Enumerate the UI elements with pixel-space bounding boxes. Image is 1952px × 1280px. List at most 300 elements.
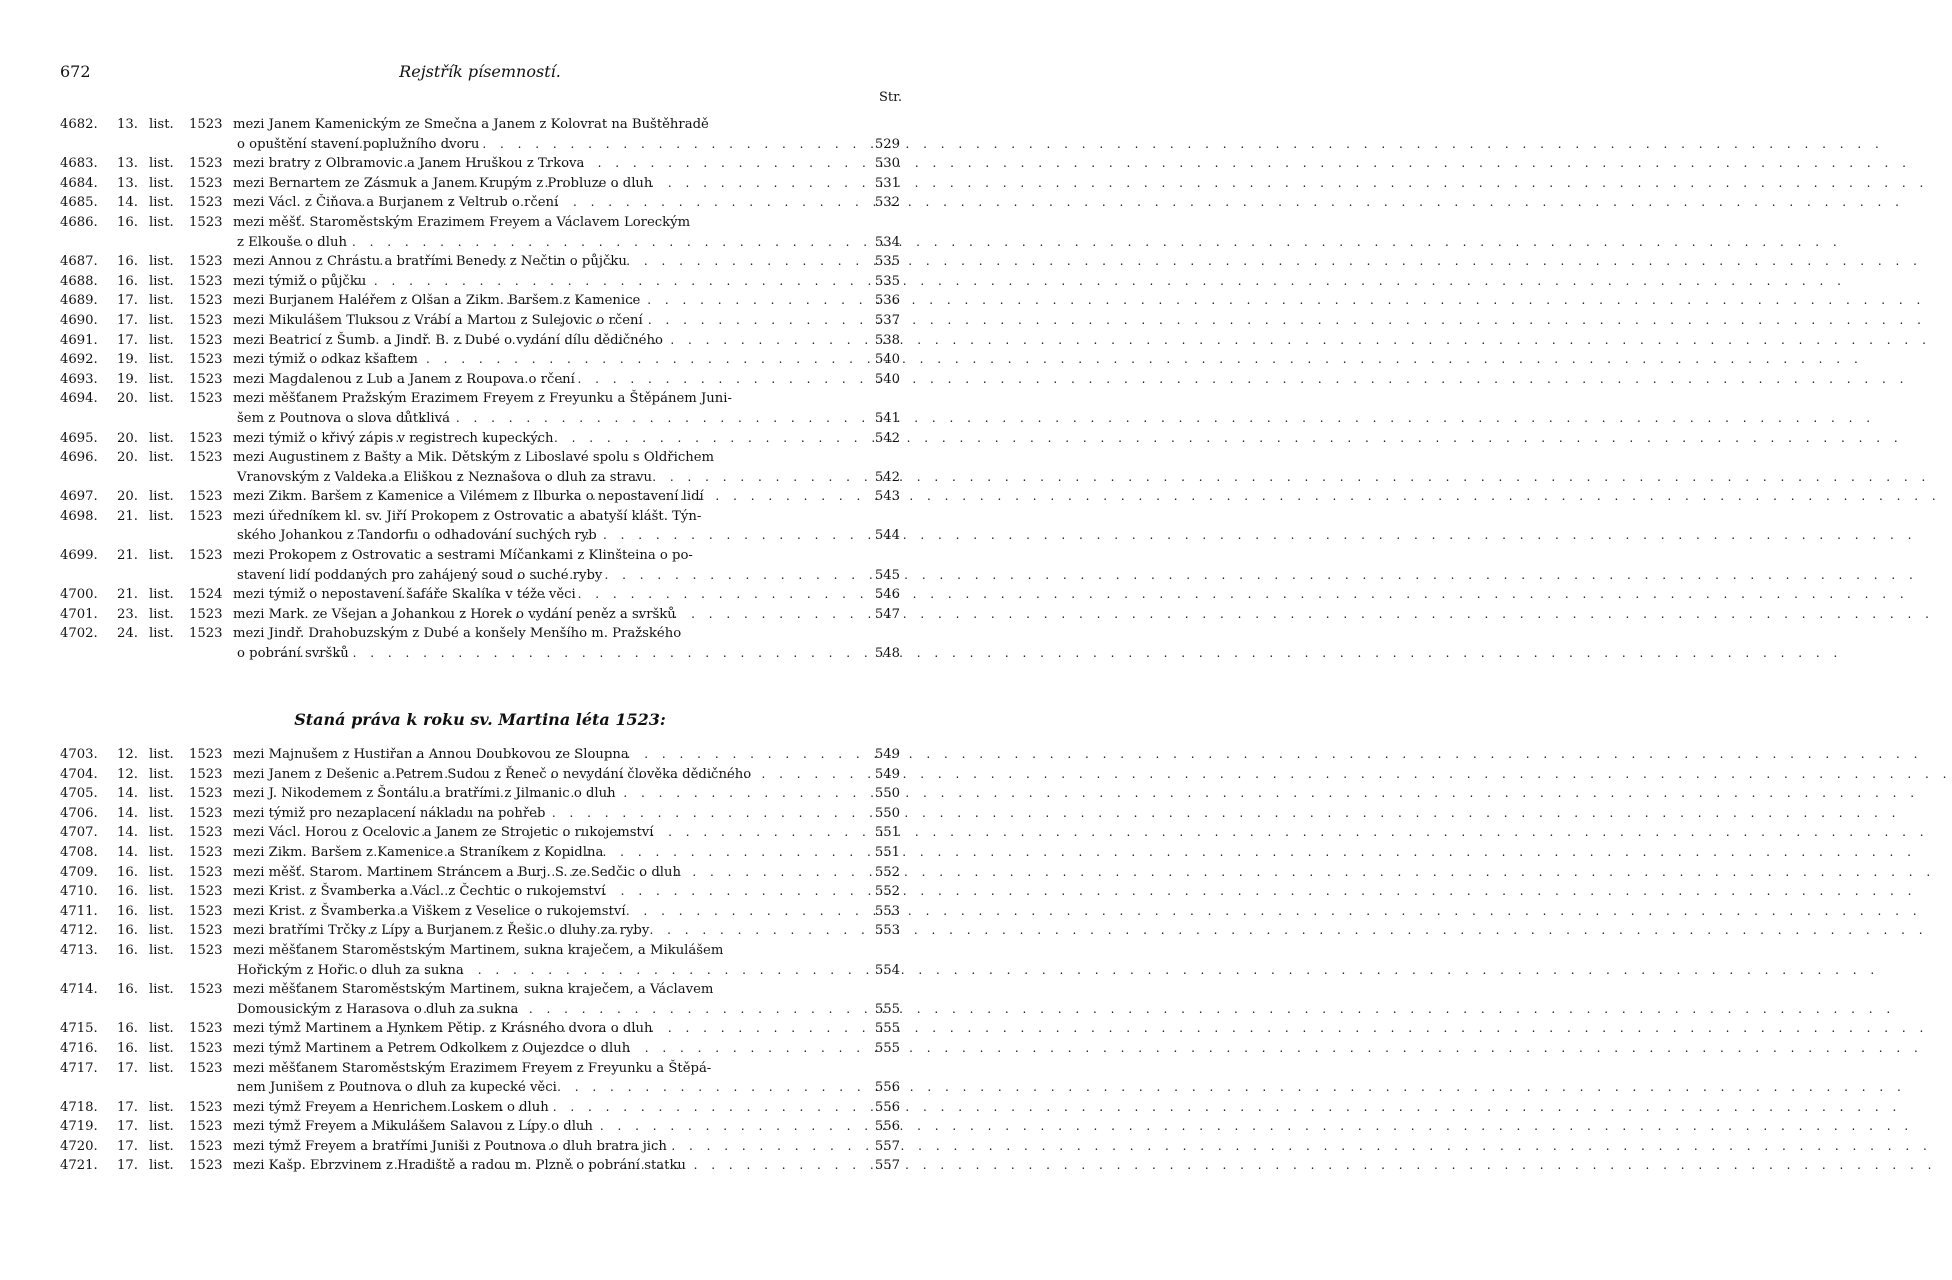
register-entry <box>60 624 900 663</box>
entry-month: list. <box>149 1021 174 1037</box>
entry-line <box>60 174 900 194</box>
entry-year: 1523 <box>189 864 223 880</box>
entry-year: 1523 <box>189 430 223 446</box>
entry-page: 548 <box>874 646 900 662</box>
entry-year: 1523 <box>189 903 223 919</box>
entry-day: 17. <box>117 1099 138 1115</box>
entry-number: 4719. <box>60 1119 98 1135</box>
entry-description: mezi týmž Martinem a Hynkem Pětip. z Krásného dvora o dluh <box>233 1021 653 1037</box>
entry-line <box>60 409 900 429</box>
entry-year: 1523 <box>189 156 223 172</box>
entry-month: list. <box>149 195 174 211</box>
leader-dots <box>277 233 860 253</box>
entry-description: mezi Václ. z Čiňova a Burjanem z Veltrub o rčení <box>233 195 559 211</box>
entry-description: mezi týmiž pro nezaplacení nákladu na pohřeb <box>233 805 546 821</box>
entry-month: list. <box>149 1040 174 1056</box>
entry-day: 20. <box>117 430 138 446</box>
leader-dots <box>299 350 860 370</box>
register-entry <box>60 487 900 507</box>
entry-line <box>60 1039 900 1059</box>
entry-number: 4684. <box>60 175 98 191</box>
entry-description: mezi Burjanem Haléřem z Olšan a Zikm. Baršem z Kamenice <box>233 293 641 309</box>
leader-dots <box>372 1156 860 1176</box>
register-entry <box>60 193 900 213</box>
entry-month: list. <box>149 923 174 939</box>
leader-dots <box>364 1019 860 1039</box>
entry-month: list. <box>149 548 174 564</box>
entry-description: stavení lidí poddaných pro zahájený soud o suché ryby <box>237 567 603 583</box>
entry-description: mezi týmiž o odkaz kšaftem <box>233 352 418 368</box>
entry-description: Vranovským z Valdeka a Eliškou z Neznašova o dluh za stravu <box>237 469 652 485</box>
entry-month: list. <box>149 254 174 270</box>
register-entry <box>60 1098 900 1118</box>
entry-day: 16. <box>117 942 138 958</box>
entry-line <box>60 154 900 174</box>
entry-month: list. <box>149 884 174 900</box>
leader-dots <box>371 863 860 883</box>
entry-description: mezi Majnušem z Hustiřan a Annou Doubkovou ze Sloupna <box>233 747 629 762</box>
entry-year: 1523 <box>189 626 223 642</box>
entry-description: mezi měšťanem Staroměstským Martinem, sukna kraječem, a Mikulášem <box>233 942 724 958</box>
page-column-label: Str. <box>878 90 902 105</box>
entry-description: mezi J. Nikodemem z Šontálu a bratřími z Jilmanic o dluh <box>233 786 616 802</box>
leader-dots <box>364 174 860 194</box>
register-entry <box>60 921 900 941</box>
entry-day: 17. <box>117 1138 138 1154</box>
entry-page: 537 <box>874 312 900 328</box>
entry-day: 17. <box>117 312 138 328</box>
entry-description: mezi týmž Freyem a Henrichem Loskem o dluh <box>233 1099 549 1115</box>
entry-line <box>60 961 900 981</box>
register-entry <box>60 823 900 843</box>
entry-day: 21. <box>117 548 138 564</box>
entry-number: 4696. <box>60 450 98 466</box>
entry-page: 552 <box>874 864 900 880</box>
entry-description: mezi bratřími Trčky z Lípy a Burjanem z Řešic o dluhy za ryby <box>233 923 650 939</box>
entry-line <box>60 605 900 625</box>
leader-dots <box>320 135 860 155</box>
entry-description: mezi týmiž o křivý zápis v registrech kupeckých <box>233 430 554 446</box>
entry-number: 4704. <box>60 766 98 782</box>
entry-month: list. <box>149 587 174 603</box>
entry-month: list. <box>149 903 174 919</box>
entry-description: mezi Krist. z Švamberka a Václ. z Čechtic o rukojemství <box>233 884 606 900</box>
entry-year: 1523 <box>189 1158 223 1174</box>
entry-number: 4697. <box>60 489 98 505</box>
entry-page: 542 <box>874 430 900 446</box>
leader-dots <box>364 823 860 843</box>
leader-dots <box>311 409 860 429</box>
entry-day: 16. <box>117 884 138 900</box>
entry-page: 538 <box>874 332 900 348</box>
entry-year: 1523 <box>189 450 223 466</box>
entry-year: 1523 <box>189 254 223 270</box>
entry-day: 24. <box>117 626 138 642</box>
register-entry <box>60 213 900 252</box>
entry-description: mezi Magdalenou z Lub a Janem z Roupova o rčení <box>233 371 575 387</box>
entry-month: list. <box>149 825 174 841</box>
register-entry <box>60 546 900 585</box>
entry-year: 1523 <box>189 117 223 132</box>
register-entry <box>60 585 900 605</box>
entry-day: 17. <box>117 293 138 309</box>
entry-month: list. <box>149 450 174 466</box>
entry-line <box>60 784 900 804</box>
entry-number: 4698. <box>60 508 98 524</box>
entry-month: list. <box>149 766 174 782</box>
entry-line <box>60 1156 900 1176</box>
leader-dots <box>336 804 860 824</box>
entry-page: 549 <box>874 747 900 762</box>
entry-line <box>60 644 900 664</box>
entry-year: 1523 <box>189 195 223 211</box>
register-entry <box>60 1137 900 1157</box>
entry-year: 1523 <box>189 548 223 564</box>
entry-description: mezi týmiž o půjčku <box>233 273 367 289</box>
entry-line <box>60 487 900 507</box>
entry-line <box>60 233 900 253</box>
entry-year: 1523 <box>189 273 223 289</box>
entry-page: 557 <box>874 1158 900 1174</box>
register-entry <box>60 1019 900 1039</box>
entry-description: mezi Mikulášem Tluksou z Vrábí a Martou z Sulejovic o rčení <box>233 312 643 328</box>
entry-description: mezi Krist. z Švamberka a Viškem z Veselice o rukojemství <box>233 903 626 919</box>
entry-description: mezi Beatricí z Šumb. a Jindř. B. z Dubé o vydání dílu dědičného <box>233 332 663 348</box>
entry-page: 535 <box>874 254 900 270</box>
entry-line <box>60 115 900 135</box>
entry-month: list. <box>149 1138 174 1154</box>
entry-month: list. <box>149 844 174 860</box>
entry-page: 546 <box>874 587 900 603</box>
entry-description: ského Johankou z Tandorfu o odhadování suchých ryb <box>237 528 597 544</box>
register-entry <box>60 765 900 785</box>
entry-month: list. <box>149 332 174 348</box>
entry-line <box>60 429 900 449</box>
entry-number: 4717. <box>60 1060 98 1076</box>
leader-dots <box>352 526 860 546</box>
entry-month: list. <box>149 786 174 802</box>
entry-line <box>60 1137 900 1157</box>
entry-month: list. <box>149 391 174 407</box>
entry-year: 1523 <box>189 371 223 387</box>
register-entry <box>60 370 900 390</box>
register-entry <box>60 1117 900 1137</box>
entry-year: 1523 <box>189 1021 223 1037</box>
register-entry <box>60 252 900 272</box>
register-entry <box>60 980 900 1019</box>
entry-number: 4708. <box>60 844 98 860</box>
entry-line <box>60 350 900 370</box>
entry-number: 4718. <box>60 1099 98 1115</box>
register-list-staná-práva <box>60 745 900 1176</box>
entry-number: 4721. <box>60 1158 98 1174</box>
entry-number: 4688. <box>60 273 98 289</box>
entry-year: 1523 <box>189 332 223 348</box>
entry-month: list. <box>149 352 174 368</box>
entry-number: 4699. <box>60 548 98 564</box>
entry-line <box>60 370 900 390</box>
entry-number: 4690. <box>60 312 98 328</box>
register-list <box>60 115 900 664</box>
entry-description: mezi týmž Freyem a Mikulášem Salavou z Lípy o dluh <box>233 1119 593 1135</box>
entry-description: z Elkouše o dluh <box>237 234 347 250</box>
entry-description: mezi Janem z Dešenic a Petrem Sudou z Řeneč o nevydání člověka dědičného <box>233 766 752 782</box>
register-entry <box>60 174 900 194</box>
running-title: Rejstřík písemností. <box>399 62 561 81</box>
register-entry <box>60 291 900 311</box>
entry-page: 554 <box>874 962 900 978</box>
entry-page: 540 <box>874 352 900 368</box>
leader-dots <box>352 882 860 902</box>
entry-year: 1523 <box>189 1099 223 1115</box>
entry-day: 13. <box>117 117 138 132</box>
register-entry <box>60 745 900 765</box>
entry-month: list. <box>149 864 174 880</box>
entry-number: 4706. <box>60 805 98 821</box>
entry-page: 550 <box>874 805 900 821</box>
entry-day: 14. <box>117 844 138 860</box>
entry-line <box>60 252 900 272</box>
entry-month: list. <box>149 805 174 821</box>
entry-month: list. <box>149 508 174 524</box>
entry-page: 545 <box>874 567 900 583</box>
leader-dots <box>349 1117 860 1137</box>
entry-year: 1523 <box>189 1040 223 1056</box>
page-number: 672 <box>60 62 91 81</box>
entry-number: 4713. <box>60 942 98 958</box>
document-page <box>0 0 960 1280</box>
leader-dots <box>368 1137 860 1157</box>
register-entry <box>60 804 900 824</box>
leader-dots <box>337 1098 860 1118</box>
entry-day: 14. <box>117 195 138 211</box>
entry-year: 1523 <box>189 175 223 191</box>
entry-line <box>60 213 900 233</box>
entry-description: mezi úředníkem kl. sv. Jiří Prokopem z Ostrovatic a abatyší klášt. Týn- <box>233 508 702 524</box>
entry-year: 1523 <box>189 312 223 328</box>
entry-day: 16. <box>117 903 138 919</box>
entry-month: list. <box>149 626 174 642</box>
entry-line <box>60 331 900 351</box>
leader-dots <box>362 311 860 331</box>
entry-number: 4712. <box>60 923 98 939</box>
entry-day: 16. <box>117 254 138 270</box>
leader-dots <box>339 429 861 449</box>
entry-description: mezi Augustinem z Bašty a Mik. Dětským z Liboslavé spolu s Oldřichem <box>233 450 715 466</box>
entry-year: 1523 <box>189 805 223 821</box>
leader-dots <box>354 566 860 586</box>
page-header <box>60 62 900 86</box>
entry-description: mezi měšťanem Staroměstským Martinem, sukna kraječem, a Václavem <box>233 982 714 998</box>
entry-description: mezi Kašp. Ebrzvinem z Hradiště a radou m. Plzně o pobrání statku <box>233 1158 686 1174</box>
entry-line <box>60 468 900 488</box>
entry-year: 1523 <box>189 1060 223 1076</box>
entry-description: o opuštění stavení poplužního dvoru <box>237 136 480 152</box>
leader-dots <box>363 921 860 941</box>
leader-dots <box>358 252 860 272</box>
entry-page: 556 <box>874 1080 900 1096</box>
entry-number: 4702. <box>60 626 98 642</box>
entry-line <box>60 921 900 941</box>
entry-page: 543 <box>874 489 900 505</box>
register-entry <box>60 1156 900 1176</box>
entry-day: 23. <box>117 606 138 622</box>
entry-page: 542 <box>874 469 900 485</box>
entry-month: list. <box>149 1060 174 1076</box>
entry-month: list. <box>149 214 174 230</box>
register-entry <box>60 272 900 292</box>
leader-dots <box>278 644 860 664</box>
entry-line <box>60 843 900 863</box>
entry-day: 14. <box>117 786 138 802</box>
leader-dots <box>357 902 860 922</box>
entry-day: 12. <box>117 747 138 762</box>
entry-day: 19. <box>117 352 138 368</box>
entry-page: 530 <box>874 156 900 172</box>
entry-number: 4710. <box>60 884 98 900</box>
entry-year: 1523 <box>189 508 223 524</box>
entry-description: mezi týmž Martinem a Petrem Odkolkem z Oujezdce o dluh <box>233 1040 631 1056</box>
entry-page: 547 <box>874 606 900 622</box>
entry-day: 16. <box>117 214 138 230</box>
entry-page: 553 <box>874 903 900 919</box>
entry-month: list. <box>149 273 174 289</box>
entry-page: 556 <box>874 1099 900 1115</box>
entry-line <box>60 863 900 883</box>
entry-description: mezi Jindř. Drahobuzským z Dubé a konšely Menšího m. Pražského <box>233 626 682 642</box>
entry-year: 1523 <box>189 214 223 230</box>
entry-line <box>60 135 900 155</box>
entry-line <box>60 389 900 409</box>
entry-page: 555 <box>874 1040 900 1056</box>
entry-line <box>60 1000 900 1020</box>
entry-description: mezi bratry z Olbramovic a Janem Hruškou z Trkova <box>233 156 585 172</box>
entry-month: list. <box>149 747 174 762</box>
entry-page: 551 <box>874 825 900 841</box>
entry-line <box>60 980 900 1000</box>
leader-dots <box>331 1000 860 1020</box>
entry-line <box>60 272 900 292</box>
entry-number: 4686. <box>60 214 98 230</box>
register-entry <box>60 507 900 546</box>
entry-line <box>60 941 900 961</box>
entry-year: 1523 <box>189 293 223 309</box>
entry-day: 16. <box>117 1021 138 1037</box>
entry-day: 21. <box>117 587 138 603</box>
entry-page: 552 <box>874 884 900 900</box>
register-entry <box>60 389 900 428</box>
leader-dots <box>282 272 860 292</box>
entry-page: 549 <box>874 766 900 782</box>
entry-line <box>60 585 900 605</box>
entry-number: 4683. <box>60 156 98 172</box>
leader-dots <box>376 487 860 507</box>
entry-page: 535 <box>874 273 900 289</box>
entry-description: mezi Zikm. Baršem z Kamenice a Straníkem z Kopidlna <box>233 844 604 860</box>
entry-day: 12. <box>117 766 138 782</box>
entry-day: 17. <box>117 1060 138 1076</box>
entry-number: 4687. <box>60 254 98 270</box>
register-entry <box>60 843 900 863</box>
leader-dots <box>345 585 861 605</box>
entry-description: mezi Mark. ze Všejan a Johankou z Horek o vydání peněz a svršků <box>233 606 676 622</box>
entry-page: 551 <box>874 844 900 860</box>
entry-page: 541 <box>874 410 900 426</box>
register-entry <box>60 1059 900 1098</box>
entry-month: list. <box>149 982 174 998</box>
entry-description: mezi měšťanem Staroměstským Erazimem Freyem z Freyunku a Štěpá- <box>233 1060 712 1076</box>
entry-line <box>60 311 900 331</box>
entry-number: 4703. <box>60 747 98 762</box>
entry-page: 529 <box>874 136 900 152</box>
entry-description: o pobrání svršků <box>237 646 349 662</box>
entry-page: 536 <box>874 293 900 309</box>
leader-dots <box>367 331 860 351</box>
register-entry <box>60 311 900 331</box>
entry-year: 1523 <box>189 766 223 782</box>
entry-page: 532 <box>874 195 900 211</box>
entry-description: mezi Prokopem z Ostrovatic a sestrami Míčankami z Klinšteina o po- <box>233 548 693 564</box>
entry-description: mezi Zikm. Baršem z Kamenice a Vilémem z Ilburka o nepostavení lidí <box>233 489 704 505</box>
entry-line <box>60 193 900 213</box>
entry-day: 19. <box>117 371 138 387</box>
register-entry <box>60 941 900 980</box>
register-entry <box>60 605 900 625</box>
entry-description: mezi Annou z Chrástu a bratřími Benedy z Nečtin o půjčku <box>233 254 627 270</box>
entry-number: 4693. <box>60 371 98 387</box>
entry-year: 1524 <box>189 587 223 603</box>
entry-number: 4685. <box>60 195 98 211</box>
entry-year: 1523 <box>189 1119 223 1135</box>
entry-day: 21. <box>117 508 138 524</box>
leader-dots <box>358 745 860 765</box>
entry-number: 4691. <box>60 332 98 348</box>
entry-day: 20. <box>117 489 138 505</box>
entry-description: mezi týmž Freyem a bratřími Juniši z Poutnova o dluh bratra jich <box>233 1138 667 1154</box>
entry-description: mezi měšť. Staroměstským Erazimem Freyem a Václavem Loreckým <box>233 214 691 230</box>
entry-description: mezi měšťanem Pražským Erazimem Freyem z Freyunku a Štěpánem Juni- <box>233 391 732 407</box>
entry-line <box>60 1098 900 1118</box>
entry-month: list. <box>149 942 174 958</box>
entry-year: 1523 <box>189 747 223 762</box>
entry-month: list. <box>149 489 174 505</box>
entry-page: 550 <box>874 786 900 802</box>
entry-year: 1523 <box>189 606 223 622</box>
entry-line <box>60 1059 900 1079</box>
entry-number: 4709. <box>60 864 98 880</box>
entry-number: 4707. <box>60 825 98 841</box>
register-entry <box>60 429 900 449</box>
leader-dots <box>359 1039 860 1059</box>
entry-day: 16. <box>117 864 138 880</box>
entry-year: 1523 <box>189 923 223 939</box>
entry-line <box>60 804 900 824</box>
entry-number: 4689. <box>60 293 98 309</box>
leader-dots <box>361 291 860 311</box>
register-entry <box>60 331 900 351</box>
section-heading: Staná práva k roku sv. Martina léta 1523: <box>294 710 666 729</box>
entry-description: mezi Bernartem ze Zásmuk a Janem Krupým z Probluze o dluh <box>233 175 653 191</box>
leader-dots <box>366 468 860 488</box>
entry-year: 1523 <box>189 1138 223 1154</box>
leader-dots <box>355 784 860 804</box>
leader-dots <box>387 765 860 785</box>
entry-month: list. <box>149 606 174 622</box>
register-entry <box>60 448 900 487</box>
register-entry <box>60 902 900 922</box>
entry-number: 4682. <box>60 117 98 132</box>
register-entry <box>60 1039 900 1059</box>
